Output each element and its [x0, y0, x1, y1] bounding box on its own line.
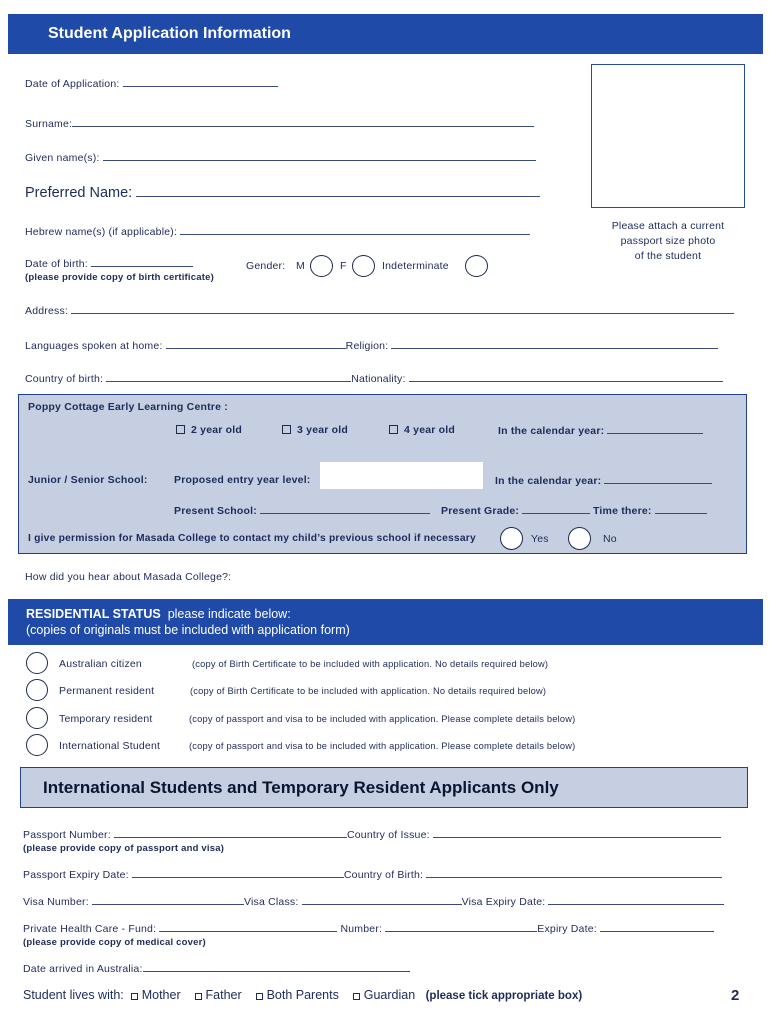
checkbox-mother[interactable]: [131, 993, 138, 1000]
checkbox-both-parents[interactable]: [256, 993, 263, 1000]
country-of-birth-field[interactable]: [106, 372, 351, 382]
visa-expiry-field[interactable]: [548, 895, 724, 905]
lives-with-note: (please tick appropriate box): [425, 990, 583, 1002]
poppy-calendar-year-field[interactable]: [607, 424, 703, 434]
permission-no-label: No: [603, 533, 617, 545]
permission-yes-label: Yes: [531, 533, 549, 545]
passport-expiry-field[interactable]: [132, 868, 344, 878]
residential-international-note: (copy of passport and visa to be included with application. Please complete details below): [189, 741, 576, 751]
residential-permanent-label: Permanent resident: [59, 685, 155, 697]
photo-attachment-box[interactable]: [591, 64, 745, 208]
time-there-row: Time there:: [593, 504, 707, 517]
visa-class-field[interactable]: [302, 895, 462, 905]
preferred-name-row: Preferred Name:: [25, 185, 540, 201]
residential-australian-radio[interactable]: [26, 652, 48, 674]
gender-indeterminate-label: Indeterminate: [382, 260, 449, 272]
nationality-field[interactable]: [409, 372, 723, 382]
residential-australian-label: Australian citizen: [59, 658, 142, 670]
junior-calendar-year-row: In the calendar year:: [495, 474, 712, 487]
health-care-row: Private Health Care - Fund: Number: Expiry Date:: [23, 922, 714, 935]
checkbox-3-year-old[interactable]: [282, 425, 291, 434]
residential-status-subtitle: (copies of originals must be included with application form): [26, 623, 350, 637]
present-school-row: Present School:: [174, 504, 430, 517]
page-title-banner: [8, 14, 763, 54]
country-of-issue-field[interactable]: [433, 828, 721, 838]
page-number: 2: [731, 987, 740, 1004]
gender-label: Gender:: [246, 260, 286, 272]
date-of-birth-row: Date of birth:: [25, 257, 193, 270]
country-nationality-row: Country of birth: Nationality:: [25, 372, 723, 385]
checkbox-2-year-old[interactable]: [176, 425, 185, 434]
junior-senior-label: Junior / Senior School:: [28, 474, 148, 486]
checkbox-guardian[interactable]: [353, 993, 360, 1000]
time-there-field[interactable]: [655, 504, 707, 514]
religion-field[interactable]: [391, 339, 718, 349]
health-fund-field[interactable]: [159, 922, 337, 932]
given-names-field[interactable]: [103, 151, 536, 161]
lives-with-mother-option[interactable]: Mother: [131, 988, 181, 1002]
permission-yes-radio[interactable]: [500, 527, 523, 550]
permission-no-radio[interactable]: [568, 527, 591, 550]
lives-with-label: Student lives with:: [23, 988, 124, 1002]
residential-status-title: RESIDENTIAL STATUS: [26, 607, 161, 621]
checkbox-father[interactable]: [195, 993, 202, 1000]
hear-about-label: How did you hear about Masada College?:: [25, 571, 232, 583]
address-row: Address:: [25, 304, 734, 317]
residential-status-banner: [8, 599, 763, 645]
surname-row: Surname:: [25, 117, 534, 130]
permission-statement: I give permission for Masada College to contact my child’s previous school if necessary: [28, 533, 476, 544]
date-of-birth-field[interactable]: [91, 257, 193, 267]
visa-row: Visa Number: Visa Class: Visa Expiry Date:: [23, 895, 724, 908]
international-section-title: International Students and Temporary Resident Applicants Only: [43, 778, 559, 797]
preferred-name-field[interactable]: [136, 185, 540, 197]
medical-cover-note: (please provide copy of medical cover): [23, 937, 206, 948]
option-2-year-old[interactable]: 2 year old: [176, 424, 242, 436]
lives-with-both-option[interactable]: Both Parents: [256, 988, 339, 1002]
photo-caption: Please attach a current passport size photo of the student: [611, 220, 725, 262]
residential-status-suffix: please indicate below:: [167, 607, 291, 621]
languages-row: Languages spoken at home: Religion:: [25, 339, 718, 352]
address-field[interactable]: [71, 304, 734, 314]
passport-note: (please provide copy of passport and visa): [23, 843, 225, 854]
proposed-entry-input[interactable]: [320, 462, 483, 489]
lives-with-guardian-option[interactable]: Guardian: [353, 988, 415, 1002]
residential-temporary-label: Temporary resident: [59, 713, 153, 725]
international-section-banner: [20, 767, 748, 808]
junior-calendar-year-field[interactable]: [604, 474, 712, 484]
hebrew-names-row: Hebrew name(s) (if applicable):: [25, 225, 530, 238]
residential-permanent-note: (copy of Birth Certificate to be included with application. No details required below): [190, 686, 547, 696]
gender-m-radio[interactable]: [310, 255, 333, 277]
health-expiry-field[interactable]: [600, 922, 714, 932]
date-of-application-row: Date of Application:: [25, 77, 278, 90]
residential-australian-note: (copy of Birth Certificate to be included with application. No details required below): [192, 659, 549, 669]
checkbox-4-year-old[interactable]: [389, 425, 398, 434]
option-3-year-old[interactable]: 3 year old: [282, 424, 348, 436]
present-school-field[interactable]: [260, 504, 430, 514]
intl-country-of-birth-field[interactable]: [426, 868, 722, 878]
present-grade-field[interactable]: [522, 504, 590, 514]
given-names-row: Given name(s):: [25, 151, 536, 164]
option-4-year-old[interactable]: 4 year old: [389, 424, 455, 436]
health-number-field[interactable]: [385, 922, 537, 932]
visa-number-field[interactable]: [92, 895, 244, 905]
date-of-application-field[interactable]: [123, 77, 278, 87]
surname-field[interactable]: [72, 117, 534, 127]
gender-m-label: M: [296, 260, 305, 272]
residential-international-label: International Student: [59, 740, 161, 752]
date-arrived-row: Date arrived in Australia:: [23, 962, 410, 975]
present-grade-row: Present Grade:: [441, 504, 590, 517]
gender-f-radio[interactable]: [352, 255, 375, 277]
passport-expiry-row: Passport Expiry Date: Country of Birth:: [23, 868, 722, 881]
proposed-entry-label: Proposed entry year level:: [174, 474, 311, 486]
hebrew-names-field[interactable]: [180, 225, 530, 235]
poppy-calendar-year-row: In the calendar year:: [498, 424, 703, 437]
residential-temporary-note: (copy of passport and visa to be included with application. Please complete details below): [189, 714, 576, 724]
passport-row: Passport Number: Country of Issue:: [23, 828, 721, 841]
residential-permanent-radio[interactable]: [26, 679, 48, 701]
gender-f-label: F: [340, 260, 347, 272]
gender-indeterminate-radio[interactable]: [465, 255, 488, 277]
lives-with-father-option[interactable]: Father: [195, 988, 242, 1002]
languages-field[interactable]: [166, 339, 346, 349]
residential-international-radio[interactable]: [26, 734, 48, 756]
birth-certificate-note: (please provide copy of birth certificate): [25, 272, 214, 283]
page-title: Student Application Information: [48, 25, 291, 42]
residential-temporary-radio[interactable]: [26, 707, 48, 729]
poppy-cottage-title: Poppy Cottage Early Learning Centre :: [28, 401, 228, 413]
lives-with-row: [23, 988, 582, 1002]
date-arrived-field[interactable]: [143, 962, 410, 972]
passport-number-field[interactable]: [114, 828, 347, 838]
